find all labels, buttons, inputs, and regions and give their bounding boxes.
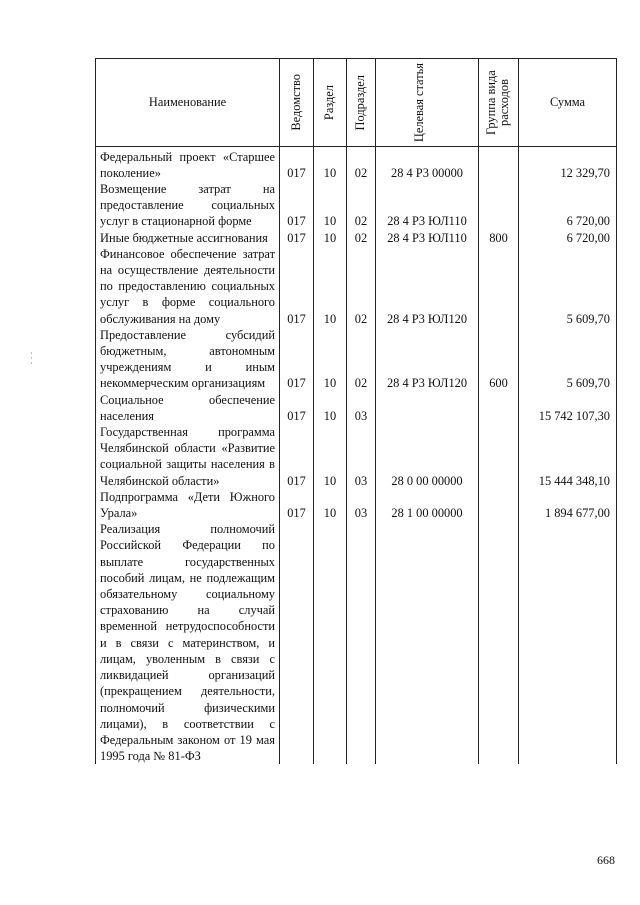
row-subsection: 02 <box>347 181 376 230</box>
row-name: Финансовое обеспечение затрат на осуществление деятельности по предоставлению социальных услуг в форме социального обслуживания на дому <box>96 246 280 327</box>
row-group <box>479 521 519 764</box>
row-department: 017 <box>280 392 314 424</box>
header-department: Ведомство <box>280 59 314 147</box>
row-target: 28 4 Р3 ЮЛ110 <box>376 181 479 230</box>
row-department <box>280 521 314 764</box>
row-name: Государственная программа Челябинской области «Развитие социальной защиты населения в Челябинской области» <box>96 424 280 489</box>
header-section: Раздел <box>314 59 347 147</box>
table-row <box>96 230 617 246</box>
row-subsection: 02 <box>347 147 376 182</box>
table-row <box>96 327 617 392</box>
row-target: 28 4 Р3 ЮЛ120 <box>376 327 479 392</box>
row-target: 28 4 Р3 00000 <box>376 147 479 182</box>
header-subsection: Подраздел <box>347 59 376 147</box>
table-row <box>96 521 617 764</box>
row-amount: 15 742 107,30 <box>519 392 617 424</box>
row-amount: 1 894 677,00 <box>519 489 617 521</box>
row-target <box>376 392 479 424</box>
row-group <box>479 392 519 424</box>
row-amount: 6 720,00 <box>519 230 617 246</box>
scan-edge-mark <box>30 352 33 366</box>
table-row <box>96 147 617 182</box>
row-target: 28 4 Р3 ЮЛ120 <box>376 246 479 327</box>
row-amount: 6 720,00 <box>519 181 617 230</box>
header-amount: Сумма <box>519 59 617 147</box>
row-section: 10 <box>314 424 347 489</box>
row-subsection: 02 <box>347 246 376 327</box>
row-amount: 12 329,70 <box>519 147 617 182</box>
table-row <box>96 489 617 521</box>
row-amount: 5 609,70 <box>519 246 617 327</box>
row-section: 10 <box>314 246 347 327</box>
row-target: 28 0 00 00000 <box>376 424 479 489</box>
row-section: 10 <box>314 392 347 424</box>
row-name: Федеральный проект «Старшее поколение» <box>96 147 280 182</box>
row-subsection: 03 <box>347 392 376 424</box>
row-department: 017 <box>280 424 314 489</box>
row-amount: 15 444 348,10 <box>519 424 617 489</box>
row-department: 017 <box>280 147 314 182</box>
row-group <box>479 181 519 230</box>
row-department: 017 <box>280 246 314 327</box>
table-header-row <box>96 59 617 147</box>
table-row <box>96 181 617 230</box>
page-number: 668 <box>597 853 615 867</box>
row-subsection: 02 <box>347 327 376 392</box>
table-row <box>96 246 617 327</box>
row-subsection <box>347 521 376 764</box>
row-target <box>376 521 479 764</box>
table-row <box>96 392 617 424</box>
row-department: 017 <box>280 327 314 392</box>
row-section <box>314 521 347 764</box>
row-name: Реализация полномочий Российской Федерации по выплате государственных пособий лицам, не подлежащим обязательному социальному страхованию на случай временной нетрудоспособности и в связи с материнством, и лицам, уволенным в связи с ликвидацией организаций (прекращением деятельности, полномочий физическими лицами), в соответствии с Федеральным законом от 19 мая 1995 года № 81-ФЗ <box>96 521 280 764</box>
row-group: 600 <box>479 327 519 392</box>
row-group <box>479 246 519 327</box>
row-group: 800 <box>479 230 519 246</box>
row-group <box>479 424 519 489</box>
row-section: 10 <box>314 181 347 230</box>
row-name: Иные бюджетные ассигнования <box>96 230 280 246</box>
header-name: Наименование <box>96 59 280 147</box>
row-name: Предоставление субсидий бюджетным, автономным учреждениям и иным некоммерческим организациям <box>96 327 280 392</box>
row-department: 017 <box>280 489 314 521</box>
row-name: Подпрограмма «Дети Южного Урала» <box>96 489 280 521</box>
header-group: Группа вида расходов <box>479 59 519 147</box>
row-name: Социальное обеспечение населения <box>96 392 280 424</box>
header-target: Целевая статья <box>376 59 479 147</box>
row-section: 10 <box>314 147 347 182</box>
row-section: 10 <box>314 327 347 392</box>
row-amount <box>519 521 617 764</box>
row-section: 10 <box>314 230 347 246</box>
row-department: 017 <box>280 230 314 246</box>
budget-table <box>95 58 617 764</box>
row-target: 28 4 Р3 ЮЛ110 <box>376 230 479 246</box>
row-name: Возмещение затрат на предоставление социальных услуг в стационарной форме <box>96 181 280 230</box>
row-group <box>479 489 519 521</box>
row-subsection: 03 <box>347 489 376 521</box>
row-subsection: 02 <box>347 230 376 246</box>
row-amount: 5 609,70 <box>519 327 617 392</box>
row-section: 10 <box>314 489 347 521</box>
table-row <box>96 424 617 489</box>
row-target: 28 1 00 00000 <box>376 489 479 521</box>
row-department: 017 <box>280 181 314 230</box>
row-subsection: 03 <box>347 424 376 489</box>
row-group <box>479 147 519 182</box>
